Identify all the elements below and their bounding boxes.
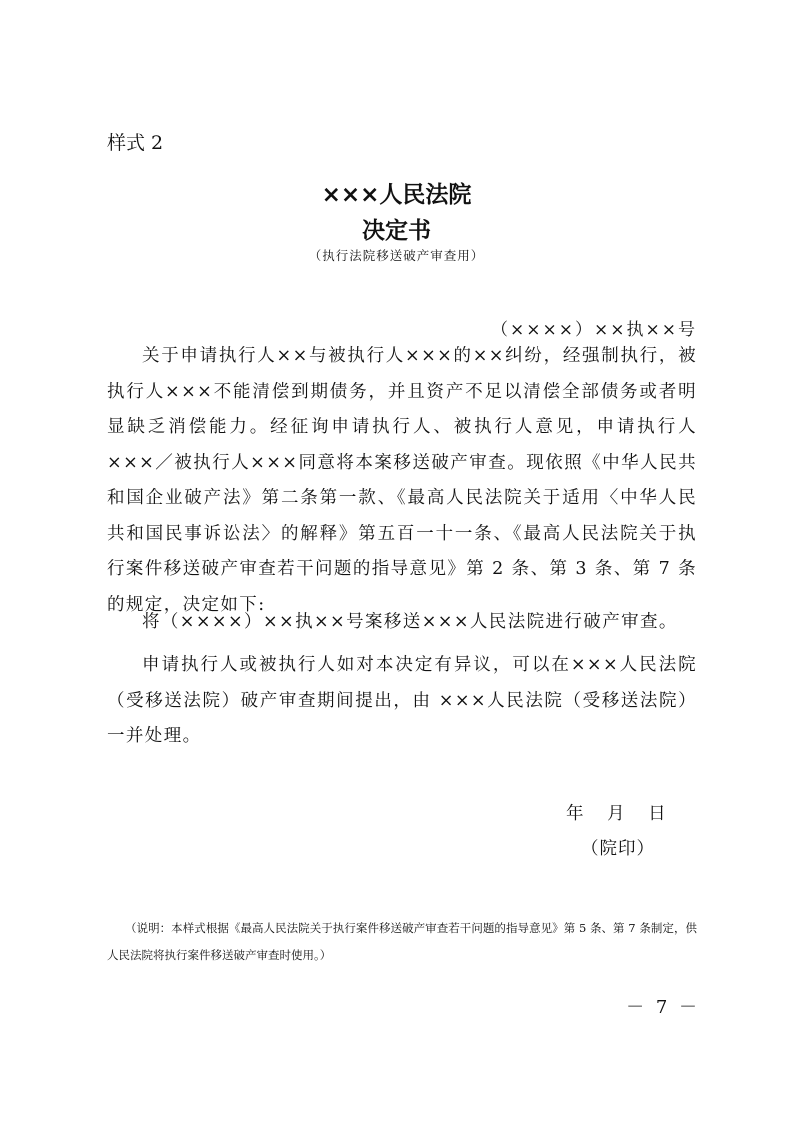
body-paragraph-facts: 关于申请执行人××与被执行人×××的××纠纷，经强制执行，被执行人×××不能清偿到期债务，并且资产不足以清偿全部债务或者明显缺乏消偿能力。经征询申请执行人、被执行人意见，申请执行人×××／被执行人×××同意将本案移送破产审查。现依照《中华人民共和国企业破产法》第二条第一款、《最高人民法院关于适用〈中华人民共和国民事诉讼法〉的解释》第五百一十一条、《最高人民法院关于执行案件移送破产审查若干问题的指导意见》第 2 条、第 3 条、第 7 条的规定，决定如下: <box>107 346 697 615</box>
page-number: － 7 － <box>626 997 700 1018</box>
style-label: 样式 2 <box>107 132 164 154</box>
court-seal-placeholder: （院印） <box>581 839 655 859</box>
body-paragraph-objection: 申请执行人或被执行人如对本决定有异议，可以在×××人民法院（受移送法院）破产审查期间提出，由 ×××人民法院（受移送法院）一并处理。 <box>107 655 697 746</box>
date-line: 年 月 日 <box>566 804 667 824</box>
court-title: ×××人民法院 <box>321 182 472 208</box>
case-number: （××××）××执××号 <box>491 320 697 340</box>
document-subtitle: （执行法院移送破产审查用） <box>308 248 485 263</box>
explanatory-note: （说明：本样式根据《最高人民法院关于执行案件移送破产审查若干问题的指导意见》第 5 条、第 7 条制定，供人民法院将执行案件移送破产审查时使用。） <box>107 921 697 962</box>
document-title: 决定书 <box>362 218 431 244</box>
body-paragraph-decision: 将（××××）××执××号案移送×××人民法院进行破产审查。 <box>142 612 678 632</box>
